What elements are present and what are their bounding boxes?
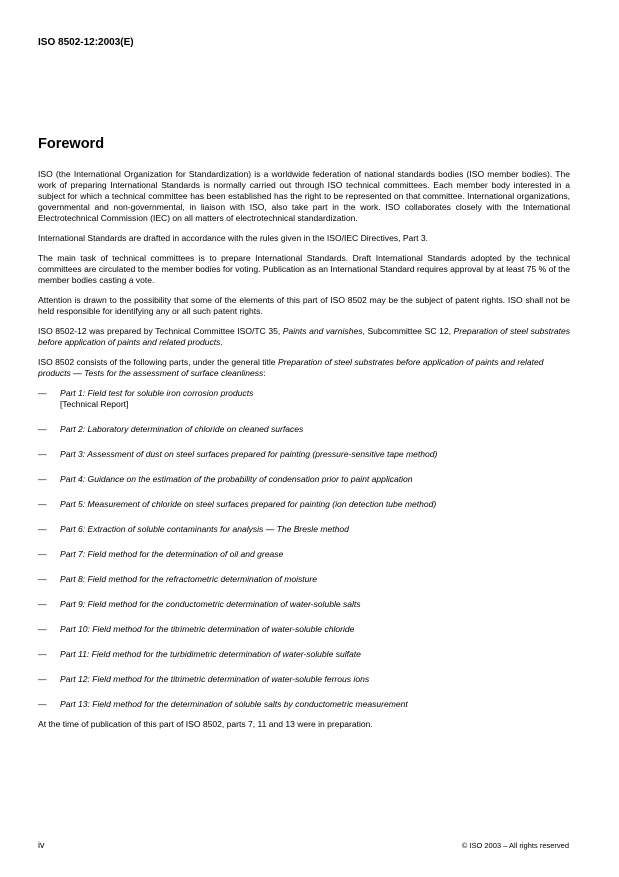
dash-bullet: —: [38, 499, 47, 509]
prepared-by-text-e: .: [220, 337, 223, 347]
list-item: [38, 699, 570, 710]
part-note: [Technical Report]: [60, 399, 129, 409]
consists-of-text-c: :: [263, 368, 266, 378]
dash-bullet: —: [38, 574, 47, 584]
dash-bullet: —: [38, 699, 47, 709]
page-number: iv: [38, 840, 45, 850]
foreword-body: [38, 169, 570, 739]
list-item: [38, 599, 570, 610]
list-item: [38, 674, 570, 685]
part-title: Part 8: Field method for the refractometric determination of moisture: [60, 574, 317, 584]
part-title: Part 2: Laboratory determination of chloride on cleaned surfaces: [60, 424, 304, 434]
paragraph-in-preparation: At the time of publication of this part of ISO 8502, parts 7, 11 and 13 were in preparation.: [38, 719, 373, 729]
prepared-by-text-a: ISO 8502-12 was prepared by Technical Committee ISO/TC 35,: [38, 326, 283, 336]
list-item: [38, 549, 570, 560]
paragraph-directives: International Standards are drafted in accordance with the rules given in the ISO/IEC Directives, Part 3.: [38, 233, 429, 243]
list-item: [38, 624, 570, 635]
dash-bullet: —: [38, 599, 47, 609]
dash-bullet: —: [38, 549, 47, 559]
list-item: [38, 424, 570, 435]
list-item: [38, 649, 570, 660]
dash-bullet: —: [38, 674, 47, 684]
paragraph-patent-rights: Attention is drawn to the possibility that some of the elements of this part of ISO 8502 may be the subject of patent rights. ISO shall not be held responsible for identifying any or all such patent rights.: [38, 295, 570, 316]
part-title: Part 9: Field method for the conductometric determination of water-soluble salts: [60, 599, 361, 609]
part-title: Part 5: Measurement of chloride on steel surfaces prepared for painting (ion detection tube method): [60, 499, 437, 509]
dash-bullet: —: [38, 649, 47, 659]
paragraph-consists-of: [38, 357, 570, 379]
consists-of-text-a: ISO 8502 consists of the following parts, under the general title: [38, 357, 278, 367]
dash-bullet: —: [38, 624, 47, 634]
paragraph-prepared-by: [38, 326, 570, 348]
dash-bullet: —: [38, 424, 47, 434]
copyright-notice: © ISO 2003 – All rights reserved: [461, 841, 569, 850]
page-title: Foreword: [38, 136, 105, 152]
parts-list: [38, 388, 570, 710]
subcommittee-name: Preparation of steel substrates before application of paints and related products: [38, 326, 571, 347]
paragraph-iso-intro: ISO (the International Organization for Standardization) is a worldwide federation of national standards bodies (ISO member bodies). The work of preparing International Standards is normally carried out through ISO technical committees. Each member body interested in a subject for which a technical committee has been established has the right to be represented on that committee. International organizations, governmental and non-governmental, in liaison with ISO, also take part in the work. ISO collaborates closely with the International Electrotechnical Commission (IEC) on all matters of electrotechnical standardization.: [38, 169, 570, 223]
dash-bullet: —: [38, 388, 47, 398]
part-title: Part 3: Assessment of dust on steel surfaces prepared for painting (pressure-sensitive tape method): [60, 449, 438, 459]
dash-bullet: —: [38, 474, 47, 484]
list-item: [38, 524, 570, 535]
paragraph-main-task: The main task of technical committees is to prepare International Standards. Draft International Standards adopted by the technical committees are circulated to the member bodies for voting. Publication as an International Standard requires approval by at least 75 % of the member bodies casting a vote.: [38, 253, 570, 285]
prepared-by-text-c: , Subcommittee SC 12,: [362, 326, 454, 336]
dash-bullet: —: [38, 449, 47, 459]
part-title: Part 12: Field method for the titrimetric determination of water-soluble ferrous ions: [60, 674, 370, 684]
list-item: [38, 449, 570, 460]
part-title: Part 6: Extraction of soluble contaminants for analysis — The Bresle method: [60, 524, 349, 534]
dash-bullet: —: [38, 524, 47, 534]
list-item: [38, 499, 570, 510]
document-header-id: ISO 8502-12:2003(E): [38, 37, 134, 48]
list-item: [38, 474, 570, 485]
list-item: [38, 388, 570, 410]
part-title: Part 11: Field method for the turbidimetric determination of water-soluble sulfate: [60, 649, 361, 659]
list-item: [38, 574, 570, 585]
part-title: Part 10: Field method for the titrimetric determination of water-soluble chloride: [60, 624, 355, 634]
part-title: Part 7: Field method for the determination of oil and grease: [60, 549, 284, 559]
part-title: Part 13: Field method for the determination of soluble salts by conductometric measurement: [60, 699, 408, 709]
part-title: Part 4: Guidance on the estimation of the probability of condensation prior to paint application: [60, 474, 413, 484]
general-title: Preparation of steel substrates before application of paints and related products — Tests for the assessment of surface cleanliness: [38, 357, 544, 378]
committee-name: Paints and varnishes: [282, 326, 363, 336]
part-title: Part 1: Field test for soluble iron corrosion products: [60, 388, 254, 398]
